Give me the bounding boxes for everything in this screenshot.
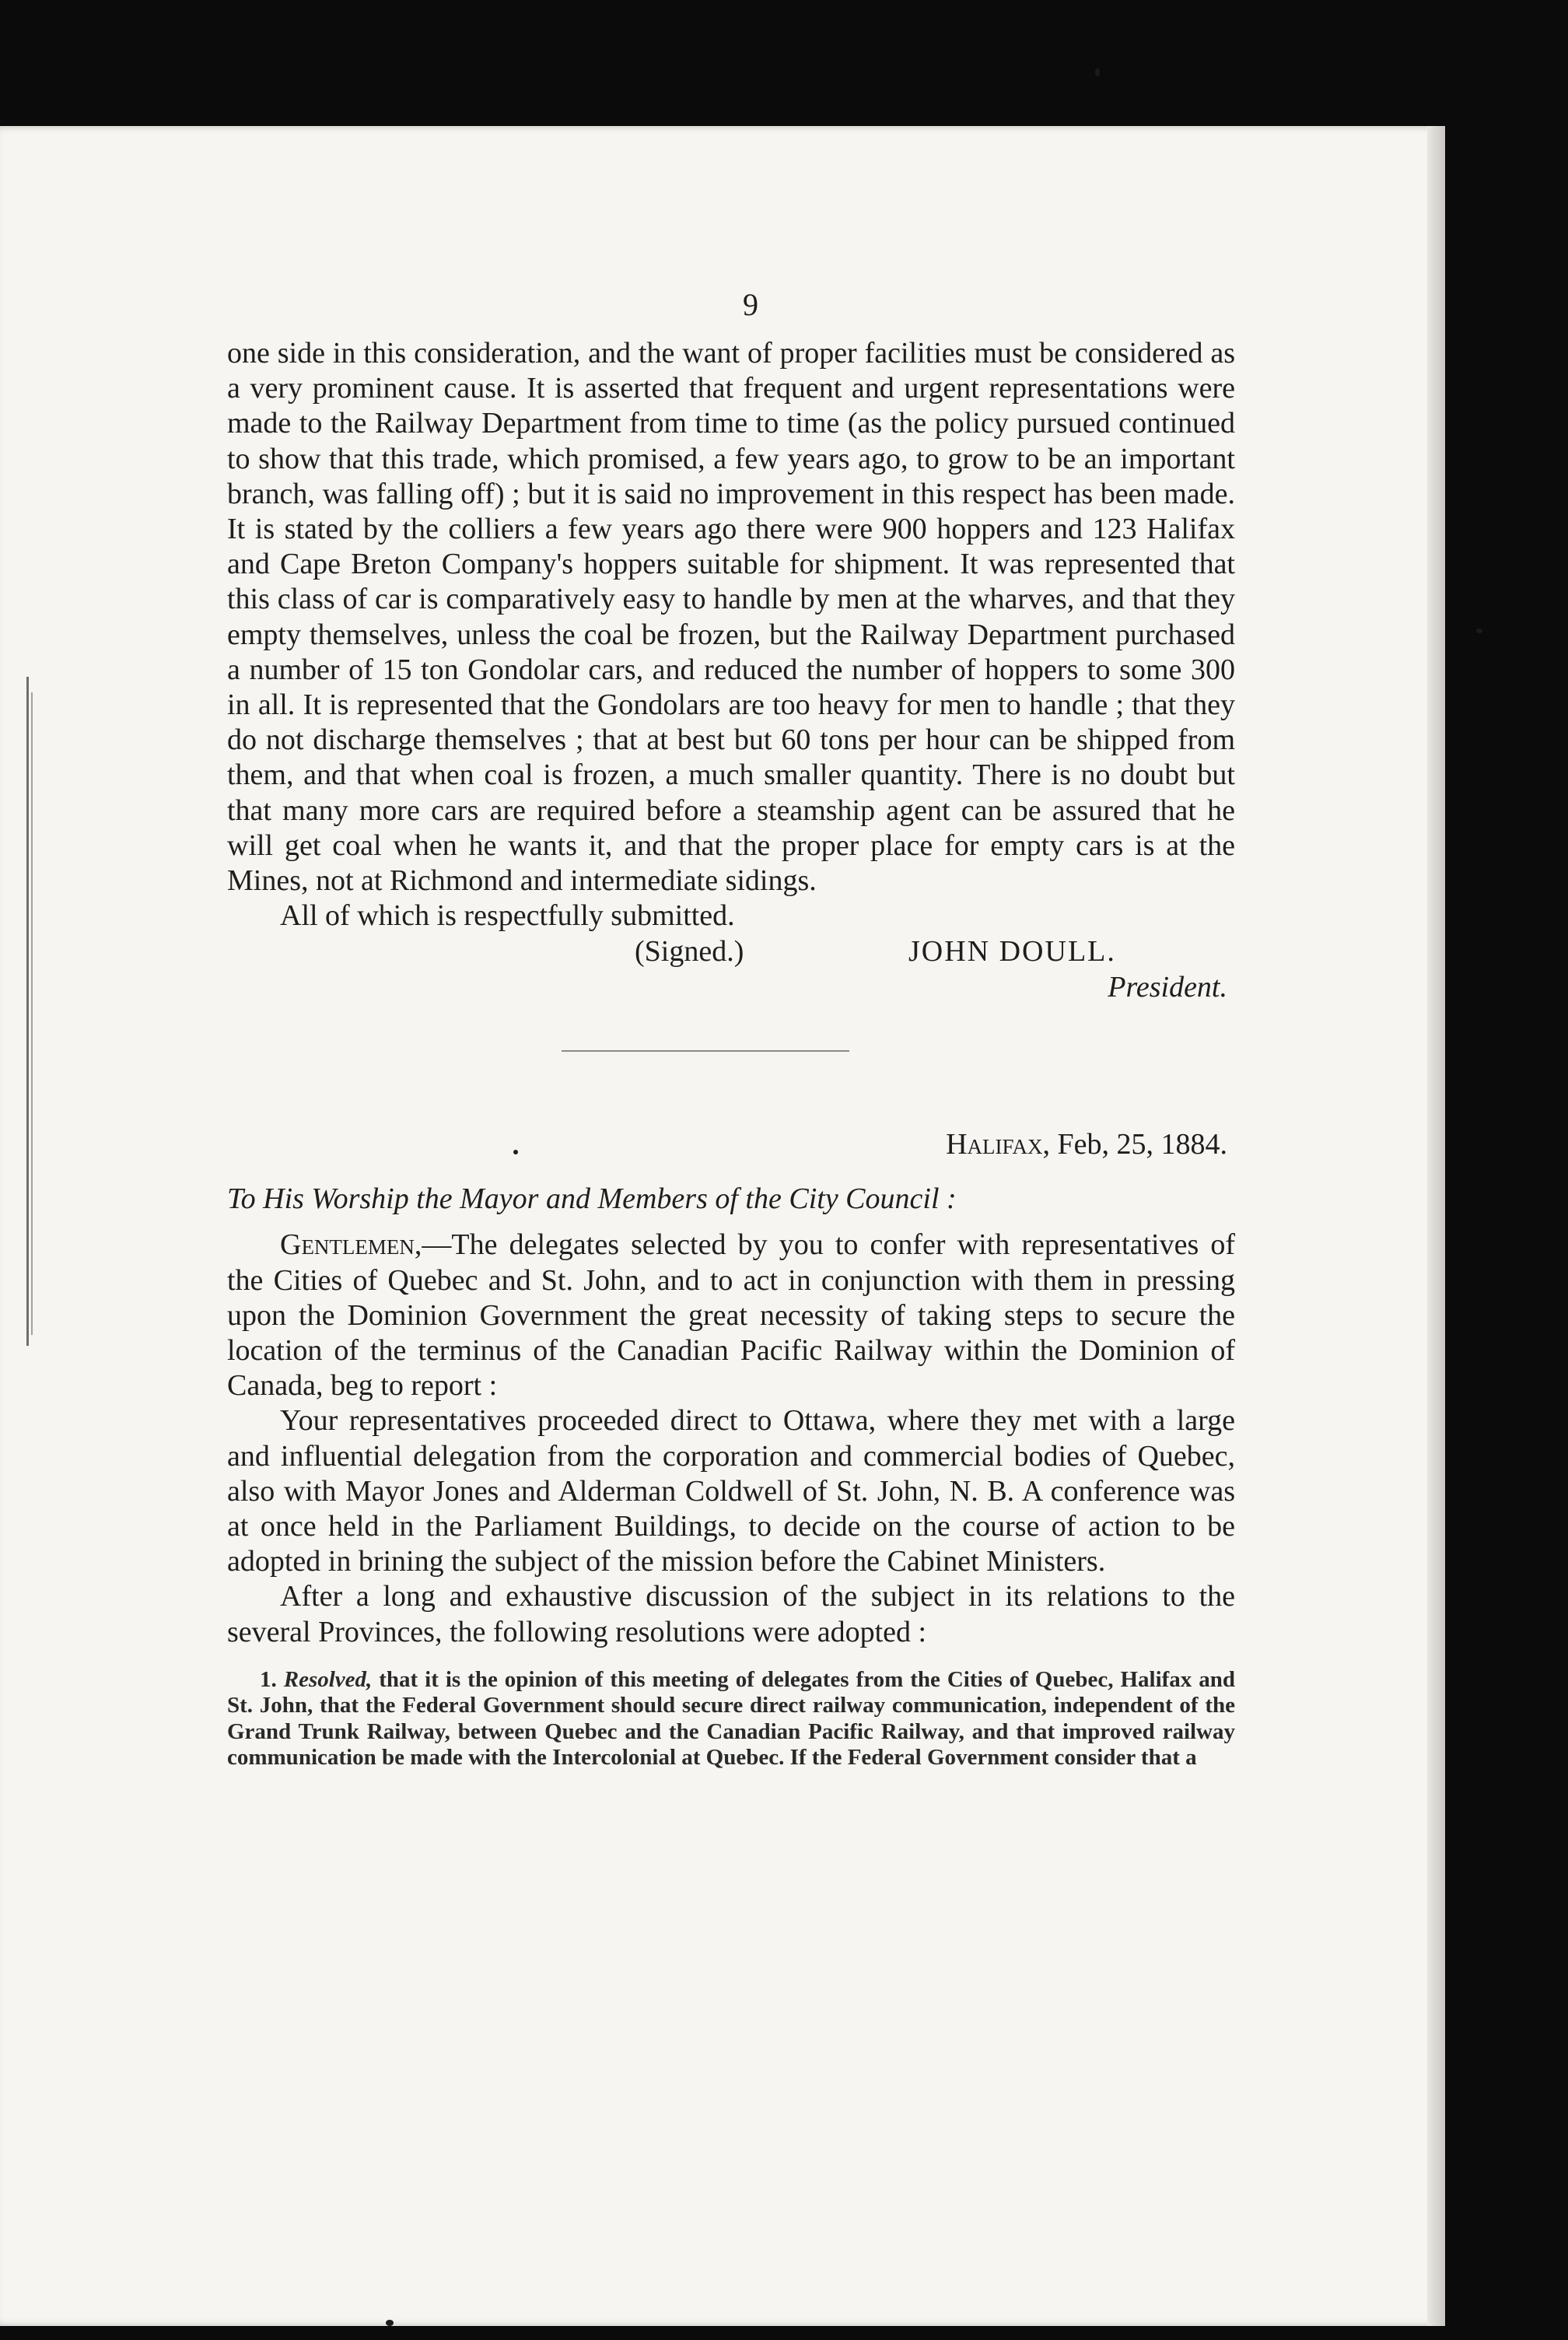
scan-speck [1095,68,1100,76]
binding-thread-main [26,677,29,1346]
section-divider [562,1050,849,1052]
letter-paragraph-3: After a long and exhaustive discussion of the subject in its relations to the several Provinces, the following resolutions were adopted : [227,1580,1235,1648]
page-content [227,286,1235,1794]
resolution-label: Resolved, [283,1666,373,1692]
resolution-text: that it is the opinion of this meeting of delegates from the Cities of Quebec, Halifax and St. John, that the Federal Government should secure direct railway communication, independent of the Grand Trunk Railway, between Quebec and the Canadian Pacific Railway, and that improved railway communication be made with the Intercolonial at Quebec. If the Federal Government consider that a [227,1666,1236,1771]
letter-paragraph-1-text: —The delegates selected by you to confer with representatives of the Cities of Quebec and St. John, and to act in conjunction with them in pressing upon the Dominion Government the great necessity of taking steps to secure the location of the terminus of the Canadian Pacific Railway within the Dominion of Canada, beg to report : [227,1228,1235,1403]
page-edge [1427,126,1445,2326]
dateline-place: Halifax [946,1128,1043,1161]
dateline-date: , Feb, 25, 1884. [1042,1128,1227,1161]
binding-thread-secondary [31,692,33,1335]
letter-paragraph-2: Your representatives proceeded direct to Ottawa, where they met with a large and influential delegation from the corporation and commercial bodies of Quebec, also with Mayor Jones and Alderman Coldwell of St. John, N. B. A conference was at once held in the Parliament Buildings, to decide on the course of action to be adopted in brining the subject of the mission before the Cabinet Ministers. [227,1404,1235,1578]
scan-speck [1476,629,1482,633]
closing-line: All of which is respectfully submitted. [280,899,735,933]
letter-paragraph-1 [227,1228,1235,1403]
signature-line [227,934,1235,969]
gentlemen-label: Gentlemen, [280,1228,422,1262]
resolution-1 [227,1667,1235,1771]
dateline [227,1126,1235,1162]
signer-name: JOHN DOULL. [908,935,1116,969]
report-body: one side in this consideration, and the want of proper facilities must be considered as a very prominent cause. It is asserted that frequent and urgent representations were made to the Railway Department from time to time (as the policy pursued continued to show that this trade, which promised, a few years ago, to grow to be an important branch, was falling off) ; but it is said no improvement in this respect has been made. It is stated by the colliers a few years ago there were 900 hoppers and 123 Halifax and Cape Breton Company's hoppers suitable for shipment. It was represented that this class of car is comparatively easy to handle by men at the wharves, and that they empty themselves, unless the coal be frozen, but the Railway Department purchased a number of 15 ton Gondolar cars, and reduced the number of hoppers to some 300 in all. It is represented that the Gondolars are too heavy for men to handle ; that they do not discharge themselves ; that at best but 60 tons per hour can be shipped from them, and that when coal is frozen, a much smaller quantity. There is no doubt but that many more cars are required before a steamship agent can be assured that he will get coal when he wants it, and that the proper place for empty cars is at the Mines, not at Richmond and intermediate sidings. [227,337,1235,898]
resolution-number: 1. [260,1666,277,1692]
binding-thread [22,677,34,1346]
salutation: To His Worship the Mayor and Members of the City Council : [227,1182,957,1216]
signed-label: (Signed.) [635,935,744,969]
signer-title: President. [1108,971,1227,1004]
scan-speck [386,2320,394,2326]
page-number: 9 [743,287,758,322]
